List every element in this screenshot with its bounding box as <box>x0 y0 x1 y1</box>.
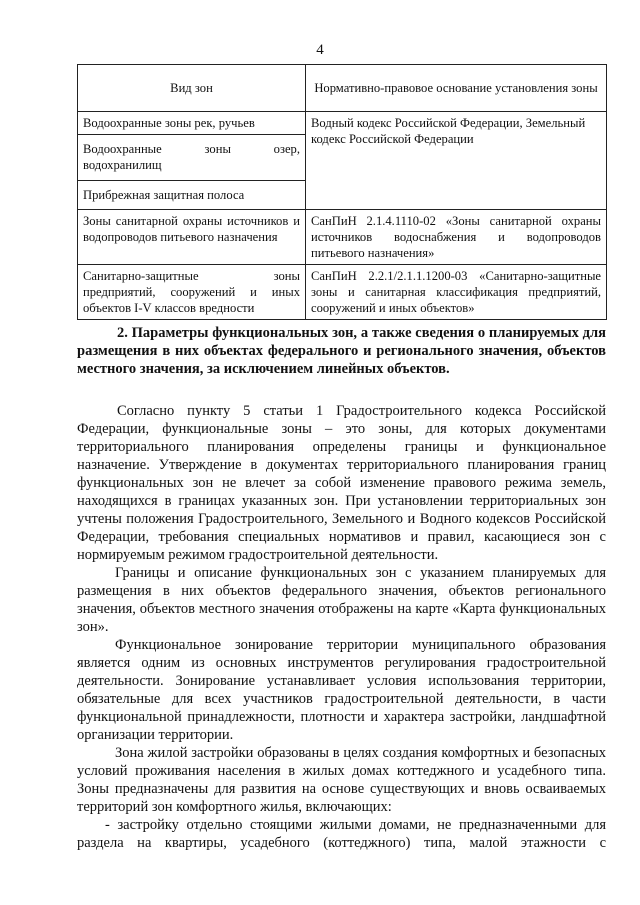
table-cell-zone: Зоны санитарной охраны источников и водопроводов питьевого назначения <box>78 210 306 265</box>
table-cell-zone: Водоохранные зоны рек, ручьев <box>78 112 306 135</box>
paragraph: Функциональное зонирование территории муниципального образования является одним из основных инструментов регулирования градостроительной деятельности. Зонирование устанавливает условия использования территории, обязательные для всех участников градостроительной деятельности, в части функциональной принадлежности, плотности и характера застройки, ландшафтной организации территории. <box>77 637 606 743</box>
table-cell-basis: СанПиН 2.2.1/2.1.1.1200-03 «Санитарно-защитные зоны и санитарная классификация предприятий, сооружений и иных объектов» <box>306 265 607 320</box>
table-cell-zone: Санитарно-защитные зоны предприятий, сооружений и иных объектов I-V классов вредности <box>78 265 306 320</box>
table-header-zone-type: Вид зон <box>78 65 306 112</box>
body-text <box>77 402 606 852</box>
zones-table <box>77 64 607 320</box>
list-item: - застройку отдельно стоящими жилыми домами, не предназначенными для раздела на квартиры, усадебного (коттеджного) типа, малой этажности с <box>77 817 606 851</box>
table-row <box>78 112 607 135</box>
paragraph: Согласно пункту 5 статьи 1 Градостроительного кодекса Российской Федерации, функциональные зоны – это зоны, для которых документами территориального планирования определены границы и функциональное назначение. Утверждение в документах территориального планирования границ функциональных зон не влечет за собой изменение правового режима земель, находящихся в границах указанных зон. При установлении территориальных зон учтены положения Градостроительного, Земельного и Водного кодексов Российской Федерации, требования специальных нормативов и правил, касающиеся зон с нормируемым режимом градостроительной деятельности. <box>77 403 606 563</box>
paragraph: Зона жилой застройки образованы в целях создания комфортных и безопасных условий проживания населения в жилых домах коттеджного и усадебного типа. Зоны предназначены для развития на основе существующих и вновь осваиваемых территорий зон комфортного жилья, включающих: <box>77 745 606 815</box>
table-cell-basis: СанПиН 2.1.4.1110-02 «Зоны санитарной охраны источников водоснабжения и водопроводов питьевого назначения» <box>306 210 607 265</box>
section-heading: 2. Параметры функциональных зон, а также сведения о планируемых для размещения в них объектах федерального и регионального значения, объектов местного значения, за исключением линейных объектов. <box>77 325 606 377</box>
table-cell-zone: Прибрежная защитная полоса <box>78 181 306 210</box>
page-number: 4 <box>316 42 324 58</box>
paragraph: Границы и описание функциональных зон с указанием планируемых для размещения в них объектов федерального значения, объектов регионального значения, объектов местного значения отображены на карте «Карта функциональных зон». <box>77 565 606 635</box>
table-row <box>78 265 607 320</box>
table-header-legal-basis: Нормативно-правовое основание установления зоны <box>306 65 607 112</box>
table-row <box>78 210 607 265</box>
table-header-row <box>78 65 607 112</box>
table-cell-zone: Водоохранные зоны озер, водохранилищ <box>78 135 306 181</box>
table-cell-basis: Водный кодекс Российской Федерации, Земельный кодекс Российской Федерации <box>306 112 607 210</box>
